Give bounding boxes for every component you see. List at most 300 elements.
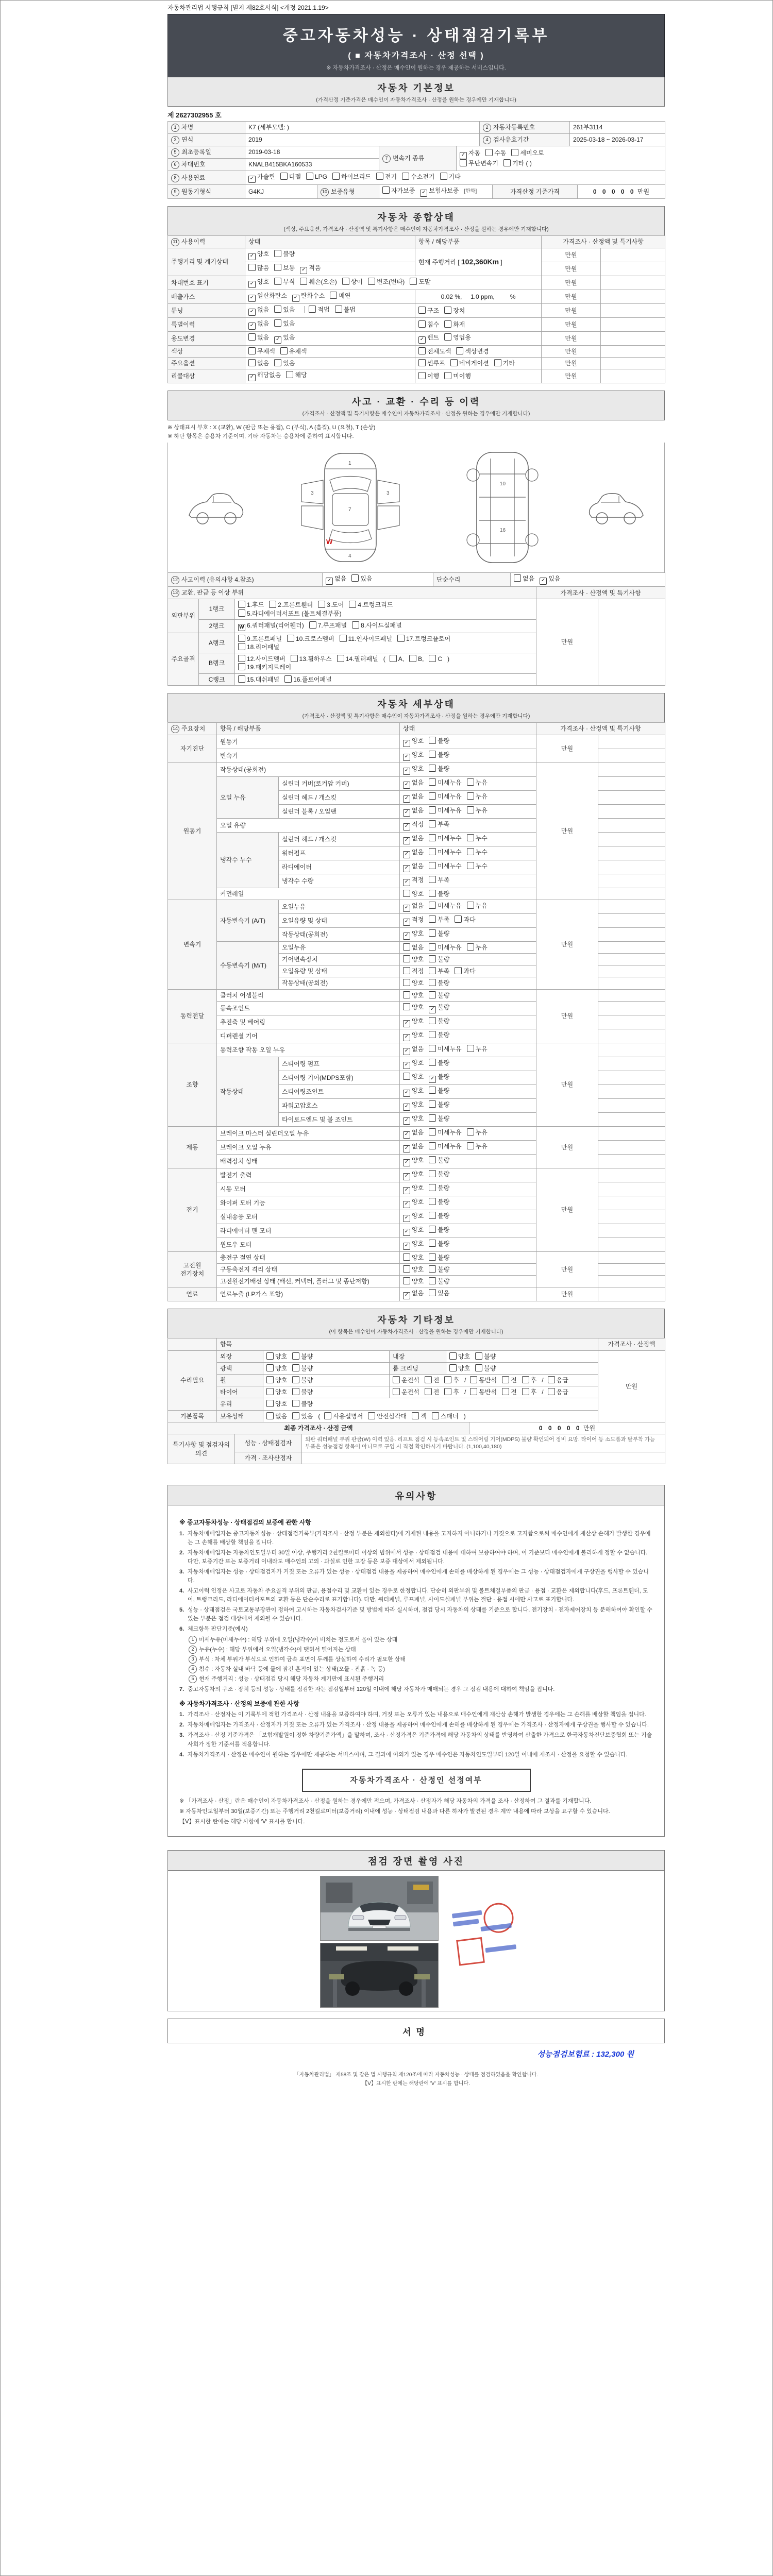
option-item: 침수 xyxy=(418,320,439,329)
checkbox-checked[interactable] xyxy=(274,336,281,344)
item-label: 연료누출 (LP가스 포함) xyxy=(217,1287,400,1301)
checkbox[interactable] xyxy=(429,876,436,883)
checkbox[interactable] xyxy=(335,306,342,313)
checkbox[interactable] xyxy=(429,792,436,800)
checkbox[interactable] xyxy=(266,1400,274,1407)
checkbox[interactable] xyxy=(403,1253,410,1261)
checkbox-checked[interactable] xyxy=(460,152,467,159)
checkbox[interactable] xyxy=(467,1045,474,1052)
checkbox[interactable] xyxy=(467,834,474,841)
section-subtitle: (가격산정 기준가격은 매수인이 자동차가격조사 · 산정을 원하는 경우에만 기재합니다) xyxy=(316,97,516,103)
checkbox[interactable] xyxy=(410,278,417,285)
checkbox-checked[interactable] xyxy=(300,267,307,274)
checkbox[interactable] xyxy=(429,1277,436,1284)
checkbox[interactable] xyxy=(403,955,410,962)
item-label: 고전원전기배선 상태 (배선, 커넥터, 플러그 및 종단저항) xyxy=(217,1276,400,1287)
item-label: 워터펌프 xyxy=(279,846,400,860)
checkbox-checked[interactable] xyxy=(403,1145,410,1153)
checkbox[interactable] xyxy=(324,1412,331,1419)
checkbox[interactable] xyxy=(432,1412,439,1419)
car-side-view-left-icon xyxy=(185,479,247,536)
price-cell: 만원 xyxy=(536,735,598,762)
checkbox[interactable] xyxy=(503,159,511,166)
checkbox[interactable] xyxy=(403,1003,410,1010)
basic-info-table xyxy=(167,121,665,199)
checkbox[interactable] xyxy=(403,943,410,951)
checkbox[interactable] xyxy=(429,890,436,897)
option-item: ✓ 불량 xyxy=(429,1003,449,1013)
checkbox[interactable] xyxy=(349,601,356,608)
price-survey-option: ( ■ 자동차가격조사 · 산정 선택 ) xyxy=(348,52,484,60)
checkbox-checked[interactable] xyxy=(403,905,410,912)
circled-number: 2 xyxy=(483,124,491,132)
checkbox[interactable] xyxy=(306,173,313,180)
checkbox-checked[interactable] xyxy=(248,253,256,260)
option-item: 적정 xyxy=(403,967,424,975)
checkbox[interactable] xyxy=(429,991,436,998)
circled-number: 2 xyxy=(189,1646,197,1654)
checkbox[interactable] xyxy=(238,655,245,662)
checkbox[interactable] xyxy=(429,737,436,744)
checkbox-checked[interactable] xyxy=(420,190,427,197)
checkbox[interactable] xyxy=(274,250,281,257)
svg-text:10: 10 xyxy=(500,481,506,487)
checkbox[interactable] xyxy=(429,929,436,937)
checkbox[interactable] xyxy=(418,307,426,314)
checkbox[interactable] xyxy=(351,574,359,582)
checkbox[interactable] xyxy=(269,601,276,608)
checkbox[interactable] xyxy=(429,955,436,962)
checkbox-checked[interactable] xyxy=(403,837,410,844)
option-item: 1.후드 xyxy=(238,601,264,609)
checkbox[interactable]: W xyxy=(238,624,245,631)
checkbox[interactable] xyxy=(266,1412,274,1419)
checkbox[interactable] xyxy=(238,663,245,670)
notice-sub-item: 3 부식 : 차체 부위가 부식으로 인하여 금속 표면이 두께를 상실하여 수리가 필요한 상태 xyxy=(189,1655,653,1664)
checkbox-checked[interactable] xyxy=(403,1117,410,1125)
checkbox-checked[interactable] xyxy=(403,933,410,940)
option-item: 누유 xyxy=(467,806,488,815)
checkbox[interactable] xyxy=(444,1388,451,1395)
checkbox[interactable] xyxy=(393,1376,400,1383)
section-subtitle: (이 항목은 매수인이 자동차가격조사 · 산정을 원하는 경우에만 기재합니다) xyxy=(329,1329,503,1335)
section-title: 자동차 기본정보 xyxy=(377,83,455,93)
checkbox[interactable] xyxy=(440,173,447,180)
engine-type-value: G4KJ xyxy=(245,185,317,199)
item-label: 변속기 xyxy=(217,749,400,762)
notice-item: 3. 가격조사 · 산정 기준가격은 「보험개발원이 정한 차량기준가액」을 말하며, 조사 · 산정가격은 기준가격에 해당 자동차의 상태를 반영하여 산출한 가격으로 한국자동차진단보증협회 또는 기술사회가 정한 기준서를 적용합니다. xyxy=(179,1732,652,1748)
checkbox[interactable] xyxy=(467,943,474,951)
checkbox[interactable] xyxy=(429,1184,436,1191)
checkbox[interactable] xyxy=(429,1100,436,1108)
checkbox[interactable] xyxy=(429,1226,436,1233)
checkbox[interactable] xyxy=(548,1376,555,1383)
checkbox[interactable] xyxy=(412,1412,419,1419)
checkbox-checked[interactable] xyxy=(403,1034,410,1041)
inspection-stamp xyxy=(449,1897,523,1971)
checkbox[interactable] xyxy=(340,635,347,642)
checkbox[interactable] xyxy=(292,1352,299,1360)
checkbox-checked[interactable] xyxy=(403,1292,410,1299)
checkbox[interactable] xyxy=(292,1364,299,1371)
checkbox[interactable] xyxy=(467,848,474,855)
price-cell: 만원 xyxy=(536,1251,598,1287)
checkbox[interactable] xyxy=(403,991,410,998)
checkbox[interactable] xyxy=(403,890,410,897)
warranty-options: 자가보증 ✓ 보험사보증 [한화] xyxy=(379,185,493,199)
checkbox[interactable] xyxy=(337,655,344,662)
checkbox[interactable] xyxy=(502,1388,509,1395)
checkbox-checked[interactable] xyxy=(403,1090,410,1097)
checkbox[interactable] xyxy=(429,1198,436,1205)
checkbox-checked[interactable] xyxy=(403,1159,410,1166)
checkbox[interactable] xyxy=(429,1253,436,1261)
checkbox-checked[interactable] xyxy=(418,336,426,344)
section-title: 자동차 종합상태 xyxy=(377,212,455,223)
checkbox[interactable] xyxy=(393,1388,400,1395)
checkbox[interactable] xyxy=(292,1388,299,1395)
checkbox[interactable] xyxy=(429,1114,436,1122)
checkbox-checked[interactable] xyxy=(248,281,256,288)
checkbox[interactable] xyxy=(429,1059,436,1066)
checkbox-checked[interactable] xyxy=(429,1076,436,1083)
checkbox[interactable] xyxy=(274,319,281,327)
option-item: 미세누유 xyxy=(429,778,461,787)
remark-cell xyxy=(598,1251,665,1263)
checkbox[interactable] xyxy=(429,848,436,855)
signature-box[interactable] xyxy=(167,2019,665,2043)
checkbox[interactable] xyxy=(429,1045,436,1052)
remark-cell xyxy=(601,358,665,369)
checkbox-checked[interactable] xyxy=(403,1201,410,1208)
checkbox[interactable] xyxy=(449,1352,457,1360)
checkbox[interactable] xyxy=(514,574,521,582)
checkbox[interactable] xyxy=(429,1240,436,1247)
checkbox[interactable] xyxy=(429,834,436,841)
checkbox[interactable] xyxy=(390,655,397,662)
checkbox[interactable] xyxy=(274,278,281,285)
checkbox[interactable] xyxy=(429,1156,436,1163)
device-group: 동력전달 xyxy=(168,989,217,1043)
option-item: ✓ 양호 xyxy=(403,1212,424,1222)
checkbox[interactable] xyxy=(460,159,467,166)
checkbox[interactable] xyxy=(368,1412,375,1419)
checkbox[interactable] xyxy=(266,1376,274,1383)
option-item: 많음 xyxy=(248,264,269,272)
checkbox-checked[interactable] xyxy=(403,795,410,803)
checkbox[interactable] xyxy=(292,1412,299,1419)
checkbox[interactable] xyxy=(274,264,281,271)
circled-number: 3 xyxy=(189,1655,197,1664)
checkbox[interactable] xyxy=(429,862,436,869)
checkbox-checked[interactable] xyxy=(248,176,256,183)
checkbox-checked[interactable] xyxy=(403,740,410,747)
device-group: 전기 xyxy=(168,1168,217,1251)
checkbox-checked[interactable] xyxy=(403,1131,410,1139)
footer-notes xyxy=(167,2071,665,2088)
checkbox-checked[interactable] xyxy=(540,578,547,585)
checkbox[interactable] xyxy=(475,1352,482,1360)
checkbox[interactable] xyxy=(429,1031,436,1038)
checkbox[interactable] xyxy=(467,902,474,909)
checkbox-checked[interactable] xyxy=(292,295,299,302)
checkbox[interactable] xyxy=(429,655,436,662)
checkbox-checked[interactable] xyxy=(248,309,256,316)
checkbox[interactable] xyxy=(429,820,436,827)
checkbox[interactable] xyxy=(403,967,410,974)
checkbox[interactable] xyxy=(467,778,474,786)
checkbox[interactable] xyxy=(330,292,337,299)
checkbox[interactable] xyxy=(548,1388,555,1395)
basic-table-4 xyxy=(167,184,665,199)
checkbox[interactable] xyxy=(403,1265,410,1273)
checkbox-checked[interactable] xyxy=(403,851,410,858)
checkbox[interactable] xyxy=(280,347,288,354)
checkbox-checked[interactable] xyxy=(248,323,256,330)
option-item: 불량 xyxy=(429,1198,449,1206)
checkbox[interactable] xyxy=(274,306,281,313)
section-subtitle: (색상, 주요옵션, 가격조사 · 산정액 및 특기사항은 매수인이 자동차가격조사 · 산정을 원하는 경우에만 기재합니다) xyxy=(283,226,549,232)
checkbox[interactable] xyxy=(467,806,474,814)
checkbox[interactable] xyxy=(376,173,383,180)
checkbox[interactable] xyxy=(429,916,436,923)
option-item: 적법 xyxy=(309,306,329,314)
checkbox[interactable] xyxy=(352,621,359,629)
checkbox[interactable] xyxy=(429,751,436,758)
checkbox[interactable] xyxy=(238,601,245,608)
checkbox[interactable] xyxy=(429,1142,436,1149)
checkbox[interactable] xyxy=(266,1388,274,1395)
option-item: ✓ 양호 xyxy=(403,1031,424,1041)
checkbox[interactable] xyxy=(429,1170,436,1177)
checkbox[interactable] xyxy=(429,1017,436,1024)
device-group: 고전원 전기장치 xyxy=(168,1251,217,1287)
table-row: 9 원동기형식 G4KJ 10 보증유형 자가보증 ✓ 보험사보증 [한화] 가격산정 기준가격 0 0 0 0 0 만원 xyxy=(168,185,665,199)
circled-number: 3 xyxy=(171,136,179,144)
checkbox[interactable] xyxy=(455,967,462,974)
checkbox[interactable] xyxy=(429,778,436,786)
checkbox[interactable] xyxy=(429,1289,436,1296)
sub-group: 작동상태 xyxy=(217,1057,279,1126)
option-item: 없음 xyxy=(514,574,534,583)
checkbox-checked[interactable] xyxy=(403,879,410,886)
option-item: 양호 xyxy=(266,1376,287,1384)
checkbox[interactable] xyxy=(238,609,245,617)
checkbox[interactable] xyxy=(502,1376,509,1383)
remark-cell xyxy=(598,599,665,685)
checkbox[interactable] xyxy=(444,372,451,379)
checkbox[interactable] xyxy=(444,320,451,328)
checkbox[interactable] xyxy=(522,1376,529,1383)
checkbox[interactable] xyxy=(467,1142,474,1149)
checkbox[interactable] xyxy=(444,307,451,314)
checkbox[interactable] xyxy=(429,1087,436,1094)
base-price-value: 0 0 0 0 0 만원 xyxy=(578,185,665,199)
checkbox[interactable] xyxy=(248,333,256,341)
checkbox[interactable] xyxy=(429,967,436,974)
checkbox-checked[interactable] xyxy=(403,865,410,872)
checkbox[interactable] xyxy=(429,943,436,951)
checkbox[interactable] xyxy=(292,1376,299,1383)
option-item: ✓ 없음 xyxy=(403,1045,424,1055)
circled-number: 6 xyxy=(171,161,179,169)
checkbox-checked[interactable] xyxy=(403,1048,410,1055)
option-item: ✓ 없음 xyxy=(403,902,424,912)
checkbox[interactable] xyxy=(425,1388,432,1395)
checkbox[interactable] xyxy=(280,173,288,180)
item-label: 디퍼렌셜 기어 xyxy=(217,1029,400,1043)
checkbox[interactable] xyxy=(286,371,293,378)
checkbox-checked[interactable] xyxy=(403,1229,410,1236)
checkbox-checked[interactable] xyxy=(403,919,410,926)
checkbox[interactable] xyxy=(418,320,426,328)
checkbox[interactable] xyxy=(429,1212,436,1219)
checkbox[interactable] xyxy=(309,306,316,313)
price-survey-note: ※ 자동차가격조사 · 산정은 매수인이 원하는 경우 제공하는 서비스입니다. xyxy=(326,65,506,71)
checkbox[interactable] xyxy=(456,347,463,354)
inspector-opinion-table xyxy=(167,1434,665,1465)
checkbox-checked[interactable] xyxy=(403,809,410,817)
checkbox[interactable] xyxy=(403,979,410,986)
checkbox[interactable] xyxy=(494,359,501,366)
option-item: LPG xyxy=(306,173,327,181)
checkbox[interactable] xyxy=(284,675,292,683)
checkbox-checked[interactable] xyxy=(403,782,410,789)
checkbox-checked[interactable] xyxy=(403,1243,410,1250)
checkbox[interactable] xyxy=(429,902,436,909)
remark-cell xyxy=(598,965,665,977)
checkbox[interactable] xyxy=(368,278,375,285)
checkbox[interactable] xyxy=(418,347,426,354)
checkbox[interactable] xyxy=(429,806,436,814)
checkbox[interactable] xyxy=(403,1277,410,1284)
checkbox[interactable] xyxy=(402,173,409,180)
checkbox-checked[interactable] xyxy=(403,823,410,831)
checkbox[interactable] xyxy=(450,359,458,366)
checkbox[interactable] xyxy=(444,1376,451,1383)
price-cell: 만원 xyxy=(542,332,601,346)
option-item: 부족 xyxy=(429,820,449,828)
checkbox[interactable] xyxy=(470,1388,477,1395)
option-item: 불량 xyxy=(429,1017,449,1025)
checkbox[interactable] xyxy=(248,359,256,366)
option-item: ✓ 양호 xyxy=(403,929,424,940)
checkbox[interactable] xyxy=(429,765,436,772)
option-item: 기타 xyxy=(494,359,515,367)
checkbox[interactable] xyxy=(266,1364,274,1371)
checkbox[interactable] xyxy=(309,621,316,629)
section-notice xyxy=(167,1485,665,1505)
notice-item: 6. 체크항목 판단기준(예시) xyxy=(179,1626,248,1633)
checkbox-checked[interactable] xyxy=(403,1020,410,1027)
checkbox[interactable] xyxy=(274,359,281,366)
checkbox[interactable] xyxy=(238,635,245,642)
checkbox-checked[interactable] xyxy=(403,1062,410,1069)
remark-cell xyxy=(598,1196,665,1210)
option-item: 유채색 xyxy=(280,347,307,355)
checkbox-checked[interactable] xyxy=(429,1006,436,1013)
option-item: 불량 xyxy=(429,1156,449,1164)
option-item: ✓ 양호 xyxy=(403,1198,424,1208)
checkbox[interactable] xyxy=(449,1364,457,1371)
checkbox[interactable] xyxy=(418,372,426,379)
option-item: 불량 xyxy=(429,1240,449,1248)
remark-cell xyxy=(598,1098,665,1112)
checkbox[interactable] xyxy=(266,1352,274,1360)
checkbox[interactable] xyxy=(429,1265,436,1273)
checkbox[interactable] xyxy=(522,1388,529,1395)
option-item: 누유 xyxy=(467,902,488,910)
checkbox[interactable] xyxy=(397,635,405,642)
device-group: 변속기 xyxy=(168,900,217,989)
option-item: 14.필러패널 xyxy=(337,655,378,663)
option-item: 기타 ( ) xyxy=(503,159,532,167)
checkbox[interactable] xyxy=(455,916,462,923)
checkbox[interactable] xyxy=(425,1376,432,1383)
item-label: 라디에이터 xyxy=(279,860,400,874)
checkbox-checked[interactable] xyxy=(248,295,256,302)
option-item: B, xyxy=(409,655,424,663)
checkbox-checked[interactable] xyxy=(403,1173,410,1180)
option-item: 불량 xyxy=(429,929,449,938)
checkbox-checked[interactable] xyxy=(403,1104,410,1111)
checkbox[interactable] xyxy=(292,1400,299,1407)
checkbox[interactable] xyxy=(291,655,298,662)
checkbox[interactable] xyxy=(470,1376,477,1383)
checkbox[interactable] xyxy=(444,333,451,341)
checkbox[interactable] xyxy=(332,173,340,180)
checkbox[interactable] xyxy=(403,1073,410,1080)
checkbox[interactable] xyxy=(467,1128,474,1136)
option-item: 전 xyxy=(425,1376,440,1384)
option-item: 양호 xyxy=(403,890,424,898)
checkbox[interactable] xyxy=(511,149,518,156)
checkbox[interactable] xyxy=(429,979,436,986)
checkbox[interactable] xyxy=(287,635,294,642)
remark-cell xyxy=(598,804,665,818)
checkbox[interactable] xyxy=(382,187,390,194)
checkbox[interactable] xyxy=(248,347,256,354)
checkbox[interactable] xyxy=(238,643,245,650)
circled-number: 13 xyxy=(171,589,179,597)
checkbox-checked[interactable] xyxy=(248,374,256,381)
checkbox[interactable] xyxy=(467,862,474,869)
vin-value: KNALB415BKA160533 xyxy=(245,159,379,171)
checkbox[interactable] xyxy=(318,601,325,608)
checkbox-checked[interactable] xyxy=(403,1215,410,1222)
checkbox[interactable] xyxy=(429,1128,436,1136)
option-item: 불량 xyxy=(429,751,449,759)
checkbox[interactable] xyxy=(409,655,416,662)
table-row: 주요옵션 없음 있음 썬루프 네비게이션 기타 만원 xyxy=(168,358,665,369)
checkbox[interactable] xyxy=(342,278,349,285)
item-label: 시동 모터 xyxy=(217,1182,400,1196)
checkbox[interactable] xyxy=(418,359,426,366)
svg-text:7: 7 xyxy=(348,507,351,513)
checkbox-checked[interactable] xyxy=(403,1187,410,1194)
checkbox-checked[interactable] xyxy=(403,754,410,761)
checkbox[interactable] xyxy=(238,675,245,683)
checkbox[interactable] xyxy=(300,278,307,285)
checkbox[interactable] xyxy=(475,1364,482,1371)
checkbox[interactable] xyxy=(248,264,256,271)
checkbox-checked[interactable] xyxy=(326,578,333,585)
option-item: 미세누수 xyxy=(429,834,461,842)
checkbox[interactable] xyxy=(485,149,493,156)
checkbox[interactable] xyxy=(467,792,474,800)
checkbox-checked[interactable] xyxy=(403,768,410,775)
option-item: ✓ 적정 xyxy=(403,916,424,926)
